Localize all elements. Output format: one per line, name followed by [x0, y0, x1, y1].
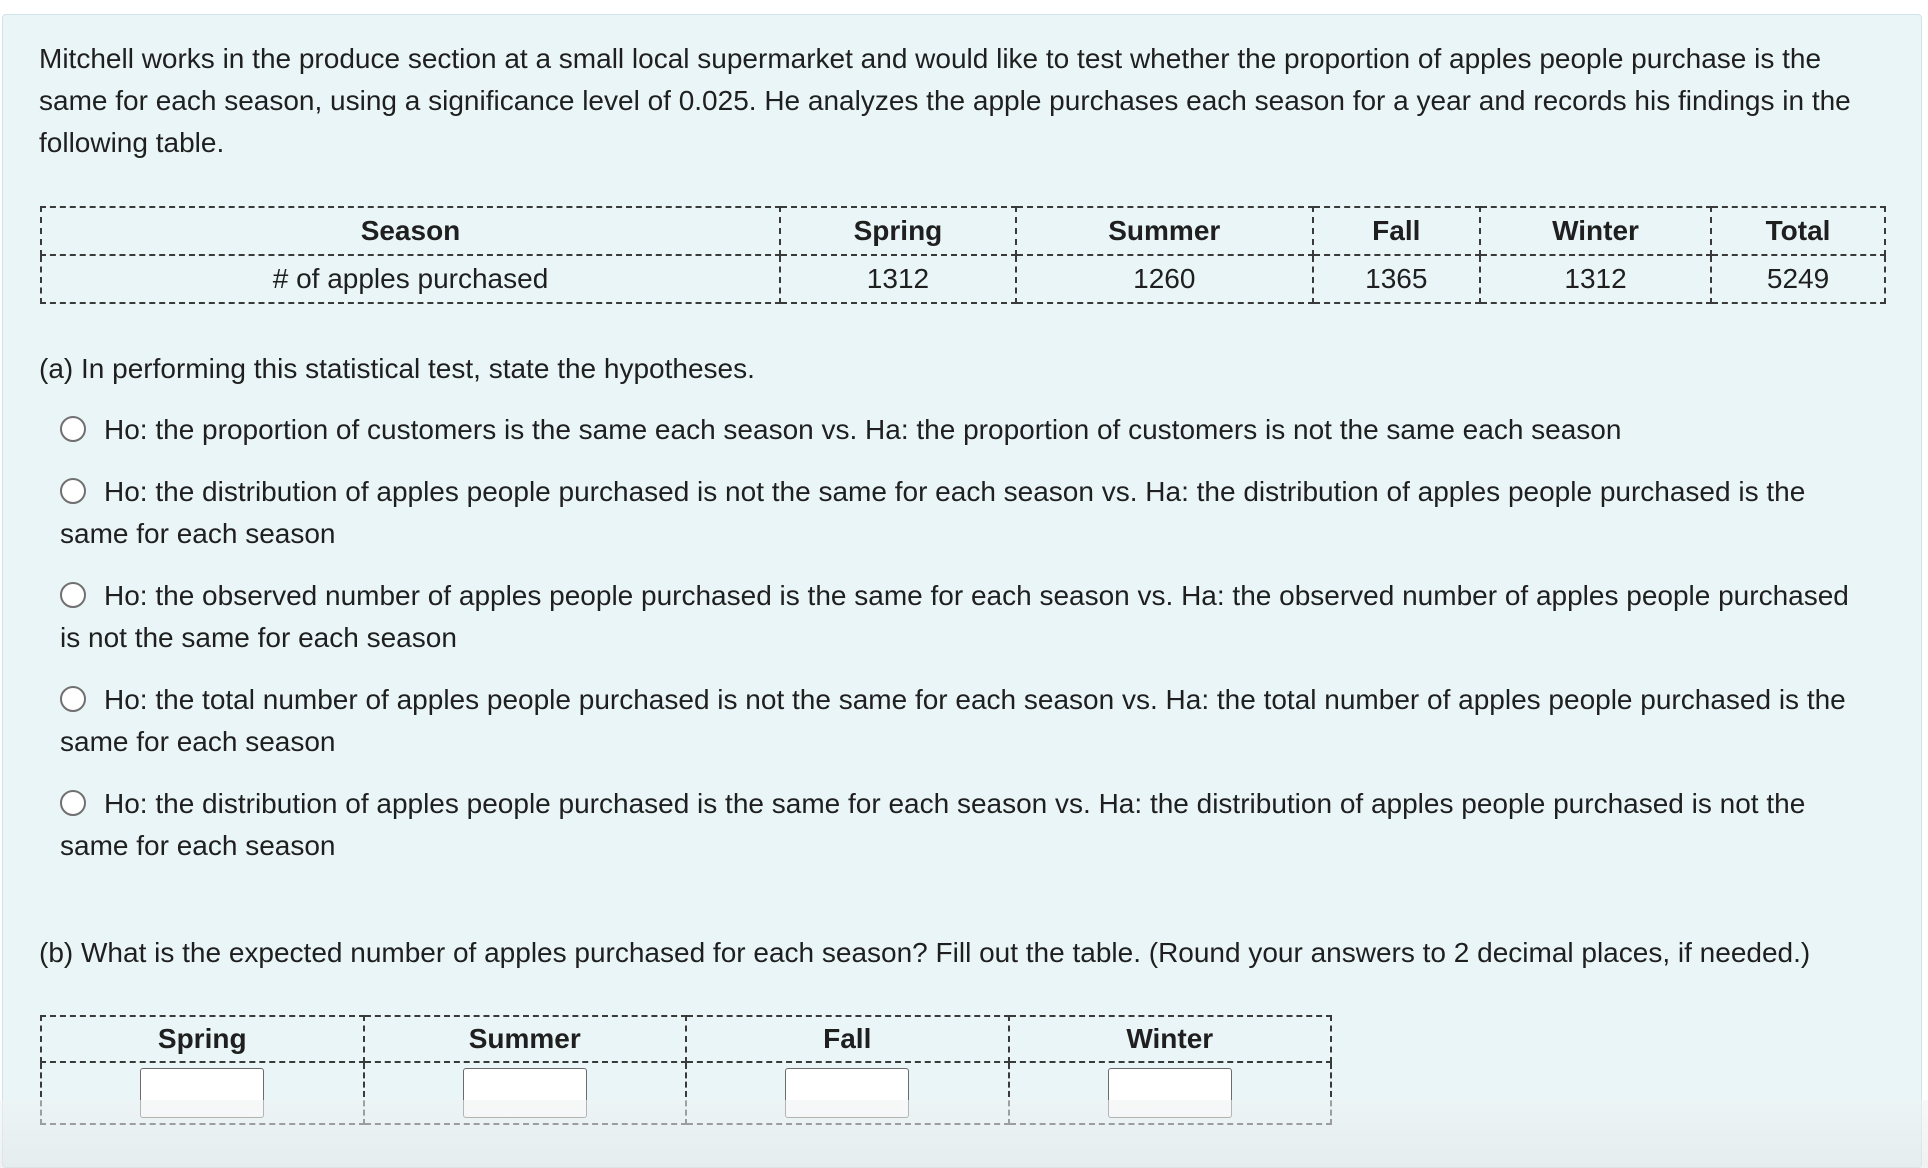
cell-spring: 1312	[780, 255, 1016, 303]
option-label: Ho: the total number of apples people purchased is not the same for each season vs. Ha: the total number of apples people purchased is the same for each season	[60, 684, 1846, 757]
option-label: Ho: the observed number of apples people purchased is the same for each season vs. Ha: the observed number of apples people purchased is not the same for each season	[60, 580, 1849, 653]
header-fall: Fall	[686, 1016, 1009, 1062]
option-label: Ho: the distribution of apples people purchased is the same for each season vs. Ha: the distribution of apples people purchased is not the same for each season	[60, 788, 1806, 861]
bottom-divider	[0, 1100, 1928, 1168]
observed-data-table	[40, 206, 1886, 304]
header-fall: Fall	[1313, 207, 1480, 255]
cell-fall: 1365	[1313, 255, 1480, 303]
option-label: Ho: the proportion of customers is the same each season vs. Ha: the proportion of customers is not the same each season	[104, 414, 1622, 445]
problem-intro: Mitchell works in the produce section at a small local supermarket and would like to test whether the proportion of apples people purchase is the same for each season, using a significance level of 0.025. He analyzes the apple purchases each season for a year and records his findings in the following table.	[39, 43, 1851, 158]
table-header-row	[41, 1016, 1331, 1062]
header-summer: Summer	[1016, 207, 1313, 255]
row-label: # of apples purchased	[41, 255, 780, 303]
cell-winter: 1312	[1480, 255, 1711, 303]
radio-button[interactable]	[60, 790, 86, 816]
hypothesis-option-3[interactable]	[60, 575, 1860, 659]
hypothesis-option-4[interactable]	[60, 679, 1860, 763]
option-label: Ho: the distribution of apples people purchased is not the same for each season vs. Ha: the distribution of apples people purchased is the same for each season	[60, 476, 1806, 549]
header-season: Season	[41, 207, 780, 255]
hypothesis-option-5[interactable]	[60, 783, 1860, 867]
header-spring: Spring	[41, 1016, 364, 1062]
header-winter: Winter	[1480, 207, 1711, 255]
radio-button[interactable]	[60, 582, 86, 608]
radio-button[interactable]	[60, 686, 86, 712]
hypothesis-option-1[interactable]	[60, 409, 1860, 451]
header-winter: Winter	[1009, 1016, 1332, 1062]
table-row	[41, 255, 1885, 303]
header-summer: Summer	[364, 1016, 687, 1062]
part-b-question: (b) What is the expected number of apples purchased for each season? Fill out the table. (Round your answers to 2 decimal places, if needed.)	[39, 937, 1811, 968]
cell-total: 5249	[1711, 255, 1885, 303]
radio-button[interactable]	[60, 478, 86, 504]
hypothesis-option-2[interactable]	[60, 471, 1860, 555]
radio-button[interactable]	[60, 416, 86, 442]
header-spring: Spring	[780, 207, 1016, 255]
part-a-question: (a) In performing this statistical test, state the hypotheses.	[39, 353, 755, 384]
table-header-row	[41, 207, 1885, 255]
cell-summer: 1260	[1016, 255, 1313, 303]
header-total: Total	[1711, 207, 1885, 255]
